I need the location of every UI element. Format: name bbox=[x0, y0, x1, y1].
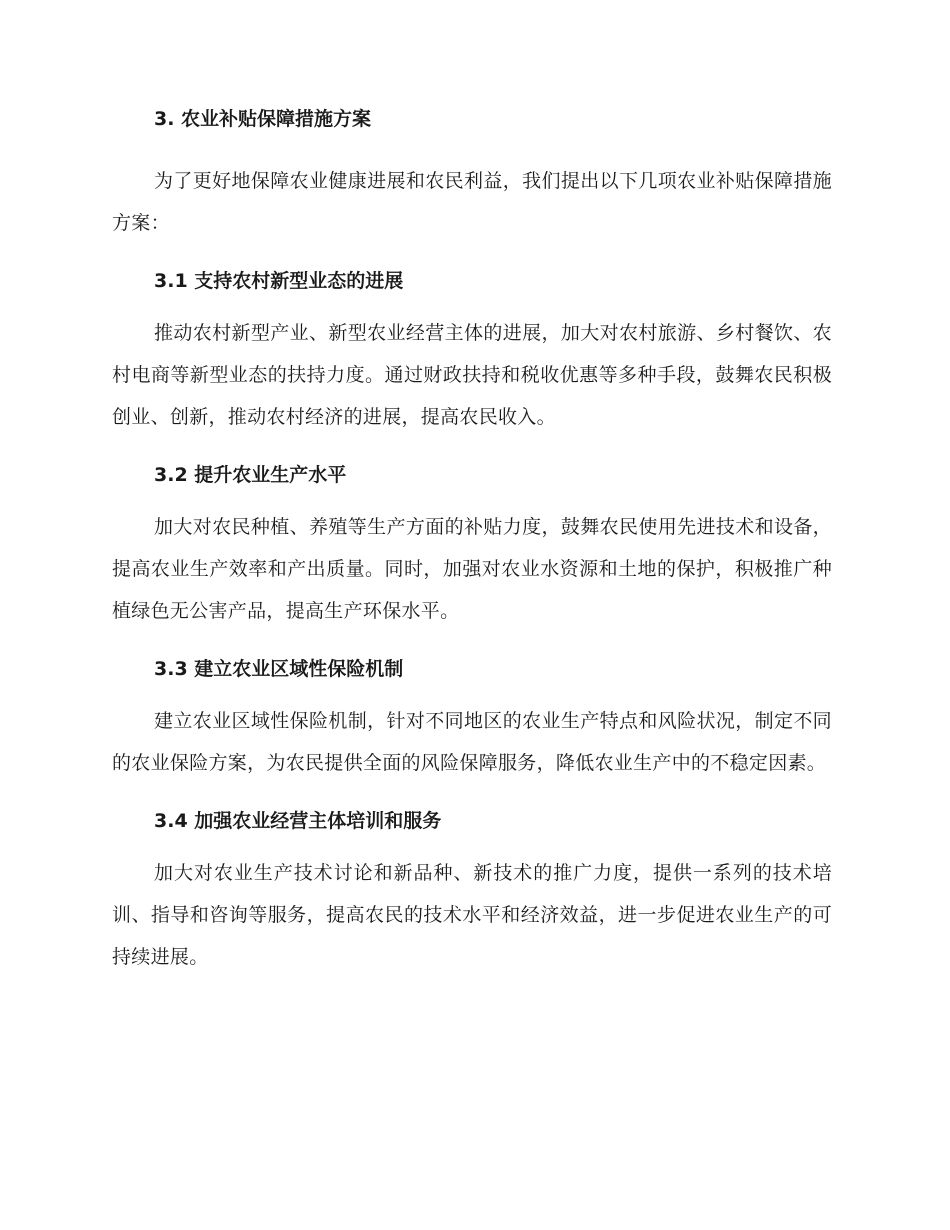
section-heading: 3.3 建立农业区域性保险机制 bbox=[154, 658, 404, 680]
section-body: 推动农村新型产业、新型农业经营主体的进展，加大对农村旅游、乡村餐饮、农村电商等新型业态的扶持力度。通过财政扶持和税收优惠等多种手段，鼓舞农民积极创业、创新，推动农村经济的进展，提高农民收入。 bbox=[112, 322, 832, 428]
main-heading: 3. 农业补贴保障措施方案 bbox=[154, 108, 372, 130]
section-body: 加大对农民种植、养殖等生产方面的补贴力度，鼓舞农民使用先进技术和设备，提高农业生产效率和产出质量。同时，加强对农业水资源和土地的保护，积极推广种植绿色无公害产品，提高生产环保水平。 bbox=[112, 516, 832, 622]
section-3-3 bbox=[112, 654, 832, 784]
document-page bbox=[112, 104, 832, 1000]
section-heading: 3.2 提升农业生产水平 bbox=[154, 464, 347, 486]
section-body: 建立农业区域性保险机制，针对不同地区的农业生产特点和风险状况，制定不同的农业保险方案，为农民提供全面的风险保障服务，降低农业生产中的不稳定因素。 bbox=[112, 710, 832, 774]
section-heading: 3.4 加强农业经营主体培训和服务 bbox=[154, 810, 442, 832]
section-3-4 bbox=[112, 806, 832, 978]
intro-paragraph: 为了更好地保障农业健康进展和农民利益，我们提出以下几项农业补贴保障措施方案： bbox=[112, 170, 832, 234]
section-heading: 3.1 支持农村新型业态的进展 bbox=[154, 270, 404, 292]
section-body: 加大对农业生产技术讨论和新品种、新技术的推广力度，提供一系列的技术培训、指导和咨询等服务，提高农民的技术水平和经济效益，进一步促进农业生产的可持续进展。 bbox=[112, 862, 832, 968]
section-3-2 bbox=[112, 460, 832, 632]
section-3-1 bbox=[112, 266, 832, 438]
